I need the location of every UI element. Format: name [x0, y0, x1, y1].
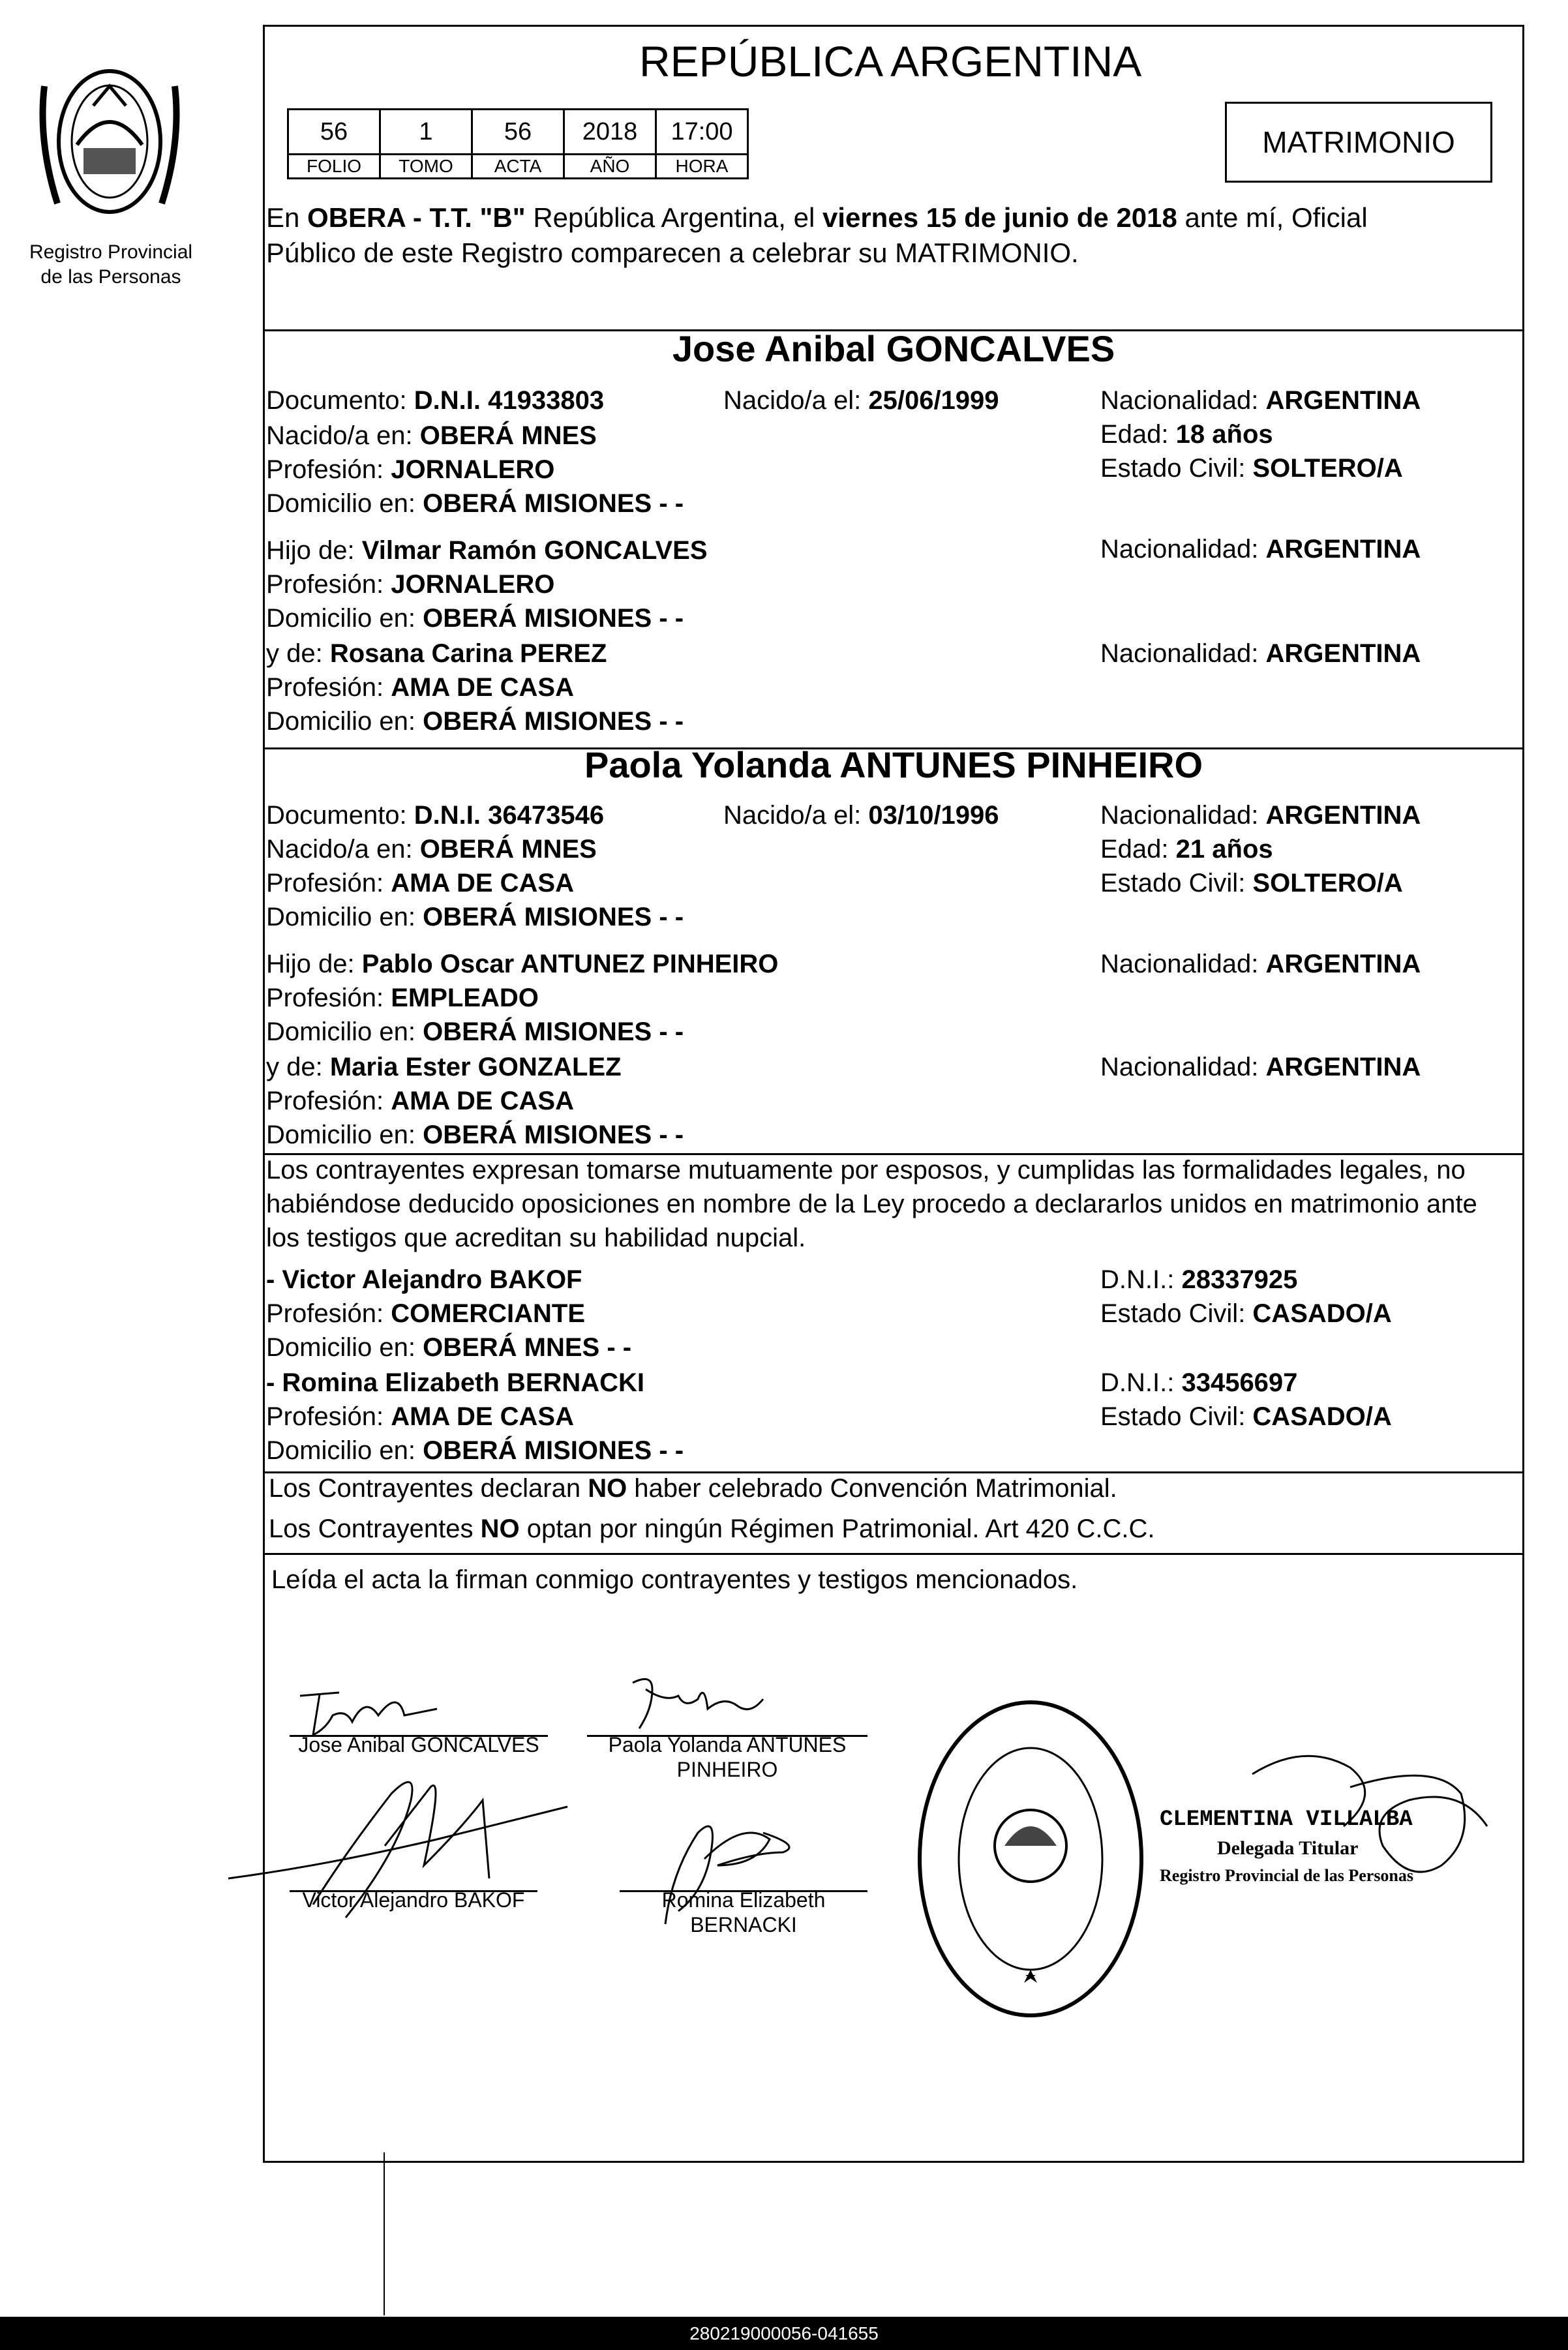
registry-official-seal	[913, 1696, 1148, 2022]
bride-address: Domicilio en: OBERÁ MISIONES - -	[266, 903, 684, 931]
groom-nationality: Nacionalidad: ARGENTINA	[1100, 386, 1421, 415]
groom-signature	[287, 1670, 463, 1741]
bride-document: Documento: D.N.I. 36473546	[266, 801, 605, 830]
groom-name: Jose Anibal GONCALVES	[672, 328, 1115, 369]
officer-role: Delegada Titular	[1217, 1837, 1359, 1859]
groom-signature-label: Jose Anibal GONCALVES	[298, 1733, 539, 1756]
acta-label: ACTA	[472, 155, 564, 179]
groom-mother-nationality: Nacionalidad: ARGENTINA	[1100, 639, 1421, 668]
witness-2-civil-status: Estado Civil: CASADO/A	[1100, 1402, 1392, 1431]
groom-age: Edad: 18 años	[1100, 420, 1273, 449]
witness-2-signature-label-2: BERNACKI	[690, 1913, 797, 1936]
bride-birth-place: Nacido/a en: OBERÁ MNES	[266, 835, 597, 864]
intro-line-1: En OBERA - T.T. "B" República Argentina, el viernes 15 de junio de 2018 ante mí, Oficial	[266, 202, 1368, 233]
groom-mother-name: y de: Rosana Carina PEREZ	[266, 639, 607, 668]
convention-line-2: Los Contrayentes NO optan por ningún Régimen Patrimonial. Art 420 C.C.C.	[269, 1514, 1155, 1543]
bride-father-profession: Profesión: EMPLEADO	[266, 984, 539, 1012]
acta-value: 56	[472, 110, 564, 155]
witness-2-address: Domicilio en: OBERÁ MISIONES - -	[266, 1436, 684, 1465]
bride-mother-nationality: Nacionalidad: ARGENTINA	[1100, 1053, 1421, 1081]
groom-father-profession: Profesión: JORNALERO	[266, 570, 555, 599]
witness-1-profession: Profesión: COMERCIANTE	[266, 1299, 585, 1328]
groom-section	[263, 327, 1524, 745]
witness-1-signature-label: Victor Alejandro BAKOF	[302, 1888, 525, 1912]
convention-line-1: Los Contrayentes declaran NO haber celebrado Convención Matrimonial.	[269, 1474, 1117, 1503]
bride-mother-address: Domicilio en: OBERÁ MISIONES - -	[266, 1121, 684, 1149]
groom-document: Documento: D.N.I. 41933803	[266, 386, 605, 415]
bride-profession: Profesión: AMA DE CASA	[266, 869, 574, 897]
groom-mother-address: Domicilio en: OBERÁ MISIONES - -	[266, 707, 684, 736]
closing-statement: Leída el acta la firman conmigo contrayentes y testigos mencionados.	[271, 1565, 1078, 1594]
witness-2-dni: D.N.I.: 33456697	[1100, 1368, 1298, 1397]
witness-1-dni: D.N.I.: 28337925	[1100, 1265, 1298, 1294]
bride-signature-label-2: PINHEIRO	[676, 1758, 778, 1781]
document-title: REPÚBLICA ARGENTINA	[639, 37, 1142, 85]
year-value: 2018	[564, 110, 656, 155]
witness-1-address: Domicilio en: OBERÁ MNES - -	[266, 1333, 632, 1362]
year-label: AÑO	[564, 155, 656, 179]
bride-birth-date: Nacido/a el: 03/10/1996	[723, 801, 999, 830]
groom-father-address: Domicilio en: OBERÁ MISIONES - -	[266, 604, 684, 633]
groom-civil-status: Estado Civil: SOLTERO/A	[1100, 454, 1403, 483]
declaration-line-2: habiéndose deducido oposiciones en nombre de la Ley procedo a declararlos unidos en matrimonio ante	[266, 1190, 1477, 1218]
provincial-coat-of-arms	[31, 60, 188, 223]
document-barcode-number: 280219000056-041655	[0, 2317, 1568, 2350]
bride-mother-profession: Profesión: AMA DE CASA	[266, 1087, 574, 1115]
bride-mother-name: y de: Maria Ester GONZALEZ	[266, 1053, 622, 1081]
groom-birth-place: Nacido/a en: OBERÁ MNES	[266, 421, 597, 450]
bride-signature	[626, 1670, 783, 1735]
witness-1-name: - Victor Alejandro BAKOF	[266, 1265, 582, 1294]
registry-name: Registro Provincial de las Personas	[29, 241, 193, 288]
record-index-table	[287, 108, 749, 179]
groom-profession: Profesión: JORNALERO	[266, 455, 555, 484]
bride-father-nationality: Nacionalidad: ARGENTINA	[1100, 950, 1421, 978]
hour-label: HORA	[656, 155, 748, 179]
groom-father-nationality: Nacionalidad: ARGENTINA	[1100, 535, 1421, 564]
bride-civil-status: Estado Civil: SOLTERO/A	[1100, 869, 1403, 897]
bride-section	[263, 744, 1524, 1161]
bride-age: Edad: 21 años	[1100, 835, 1273, 864]
witness-1-civil-status: Estado Civil: CASADO/A	[1100, 1299, 1392, 1328]
bride-name: Paola Yolanda ANTUNES PINHEIRO	[584, 744, 1203, 785]
officer-office: Registro Provincial de las Personas	[1160, 1866, 1414, 1885]
witness-2-signature-label-1: Romina Elizabeth	[661, 1888, 826, 1912]
groom-birth-date: Nacido/a el: 25/06/1999	[723, 386, 999, 415]
act-type-box: MATRIMONIO	[1225, 102, 1492, 183]
tomo-value: 1	[380, 110, 472, 155]
folio-value: 56	[288, 110, 380, 155]
declaration-line-3: los testigos que acreditan su habilidad nupcial.	[266, 1224, 806, 1252]
declaration-line-1: Los contrayentes expresan tomarse mutuamente por esposos, y cumplidas las formalidades legales, no	[266, 1156, 1466, 1184]
scan-artifact-line	[384, 2152, 385, 2315]
intro-line-2: Público de este Registro comparecen a celebrar su MATRIMONIO.	[266, 237, 1079, 268]
tomo-label: TOMO	[380, 155, 472, 179]
groom-father-name: Hijo de: Vilmar Ramón GONCALVES	[266, 536, 708, 565]
officer-name: CLEMENTINA VILLALBA	[1160, 1807, 1413, 1832]
bride-father-address: Domicilio en: OBERÁ MISIONES - -	[266, 1017, 684, 1046]
witness-2-name: - Romina Elizabeth BERNACKI	[266, 1368, 645, 1397]
hour-value: 17:00	[656, 110, 748, 155]
folio-label: FOLIO	[288, 155, 380, 179]
bride-signature-label-1: Paola Yolanda ANTUNES	[608, 1733, 847, 1756]
groom-address: Domicilio en: OBERÁ MISIONES - -	[266, 489, 684, 518]
bride-father-name: Hijo de: Pablo Oscar ANTUNEZ PINHEIRO	[266, 950, 779, 978]
bride-nationality: Nacionalidad: ARGENTINA	[1100, 801, 1421, 830]
witness-2-profession: Profesión: AMA DE CASA	[266, 1402, 574, 1431]
groom-mother-profession: Profesión: AMA DE CASA	[266, 673, 574, 702]
